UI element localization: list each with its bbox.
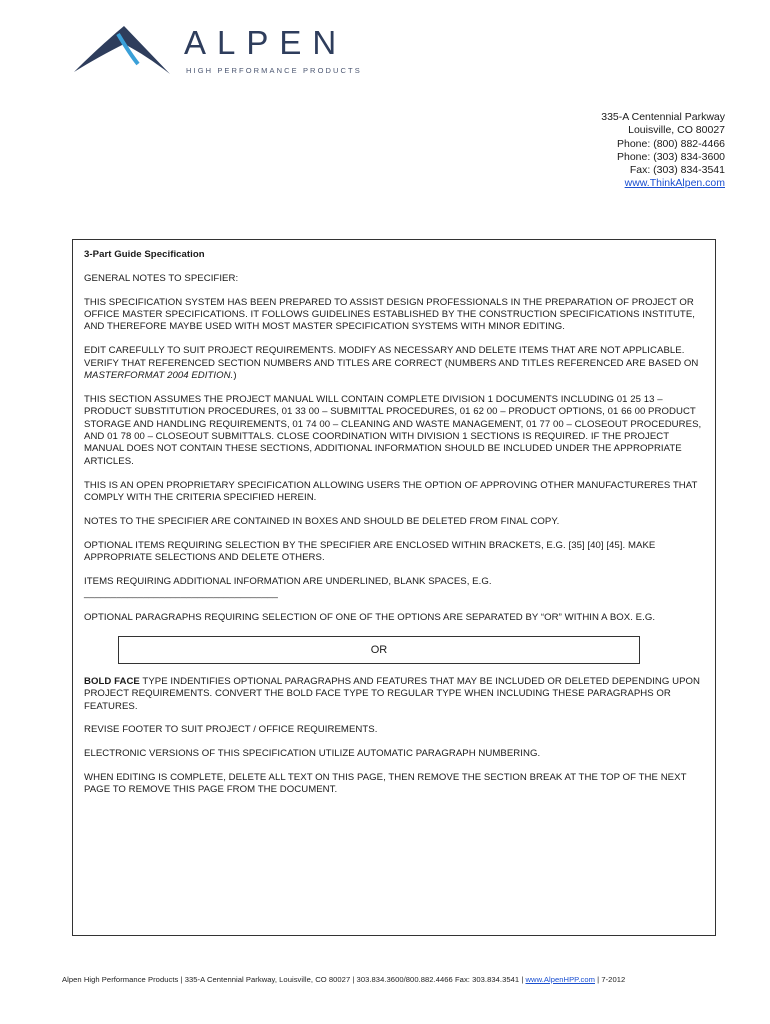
notes-paragraph: OPTIONAL PARAGRAPHS REQUIRING SELECTION OF ONE OF THE OPTIONS ARE SEPARATED BY “OR” WITHIN A BOX. E.G.: [84, 612, 656, 624]
address-phone-2: Phone: (303) 834-3600: [617, 150, 725, 163]
notes-paragraph: THIS SECTION ASSUMES THE PROJECT MANUAL WILL CONTAIN COMPLETE DIVISION 1 DOCUMENTS INCLUDING 01 25 13 – PRODUCT SUBSTITUTION PROCEDURES, 01 33 00 – SUBMITTAL PROCEDURES, 01 62 00 – PRODUCT OPTIONS, 01 66 00 PRODUCT STORAGE AND HANDLING REQUIREMENTS, 01 74 00 – CLEANING AND WASTE MANAGEMENT, 01 77 00 – CLOSEOUT PROCEDURES, AND 01 78 00 – CLOSEOUT SUBMITTALS. CLOSE COORDINATION WITH DIVISION 1 SECTIONS IS REQUIRED. IF THE PROJECT MANUAL DOES NOT CONTAIN THESE SECTIONS, ADDITIONAL INFORMATION SHOULD BE INCLUDED UNDER THE APPROPRIATE ARTICLES.: [84, 393, 702, 467]
specifier-notes-box: [72, 239, 716, 936]
notes-paragraph: ITEMS REQUIRING ADDITIONAL INFORMATION ARE UNDERLINED, BLANK SPACES, E.G. ____________________________________: [84, 575, 492, 600]
notes-paragraph: THIS SPECIFICATION SYSTEM HAS BEEN PREPARED TO ASSIST DESIGN PROFESSIONALS IN THE PREPARATION OF PROJECT OR OFFICE MASTER SPECIFICATIONS. IT FOLLOWS GUIDELINES ESTABLISHED BY THE CONSTRUCTION SPECIFICATIONS INSTITUTE, AND THEREFORE MAYBE USED WITH MOST MASTER SPECIFICATION SYSTEMS WITH MINOR EDITING.: [84, 296, 696, 333]
blank-line: ____________________________________: [84, 588, 278, 600]
alpen-logo: [72, 24, 372, 80]
website-link[interactable]: www.ThinkAlpen.com: [624, 177, 725, 190]
address-phone-1: Phone: (800) 882-4466: [617, 137, 725, 150]
mountain-logo-icon: [72, 24, 182, 80]
notes-paragraph: ELECTRONIC VERSIONS OF THIS SPECIFICATION UTILIZE AUTOMATIC PARAGRAPH NUMBERING.: [84, 748, 541, 760]
notes-paragraph: NOTES TO THE SPECIFIER ARE CONTAINED IN BOXES AND SHOULD BE DELETED FROM FINAL COPY.: [84, 515, 560, 527]
notes-title: 3-Part Guide Specification: [84, 249, 205, 260]
notes-content: [84, 249, 709, 808]
notes-paragraph: WHEN EDITING IS COMPLETE, DELETE ALL TEXT ON THIS PAGE, THEN REMOVE THE SECTION BREAK AT THE TOP OF THE NEXT PAGE TO REMOVE THIS PAGE FROM THE DOCUMENT.: [84, 772, 687, 796]
footer-link[interactable]: www.AlpenHPP.com: [525, 975, 595, 984]
notes-intro: GENERAL NOTES TO SPECIFIER:: [84, 272, 239, 284]
notes-paragraph: BOLD FACE TYPE INDENTIFIES OPTIONAL PARAGRAPHS AND FEATURES THAT MAY BE INCLUDED OR DELETED DEPENDING UPON PROJECT REQUIREMENTS. CONVERT THE BOLD FACE TYPE TO REGULAR TYPE WHEN INCLUDING THESE PARAGRAPHS OR FEATURES.: [84, 675, 701, 712]
address-fax: Fax: (303) 834-3541: [629, 164, 725, 177]
or-box: OR: [118, 636, 640, 664]
logo-tagline: HIGH PERFORMANCE PRODUCTS: [186, 66, 362, 75]
page-footer: [62, 975, 722, 984]
logo-brand: ALPEN: [184, 24, 348, 61]
address-street: 335-A Centennial Parkway: [601, 111, 725, 123]
notes-paragraph: REVISE FOOTER TO SUIT PROJECT / OFFICE REQUIREMENTS.: [84, 724, 378, 736]
notes-paragraph: OPTIONAL ITEMS REQUIRING SELECTION BY THE SPECIFIER ARE ENCLOSED WITHIN BRACKETS, E.G. [35] [40] [45]. MAKE APPROPRIATE SELECTIONS AND DELETE OTHERS.: [84, 539, 656, 564]
footer-suffix: | 7-2012: [594, 975, 626, 984]
notes-paragraph: EDIT CAREFULLY TO SUIT PROJECT REQUIREMENTS. MODIFY AS NECESSARY AND DELETE ITEMS THAT ARE NOT APPLICABLE. VERIFY THAT REFERENCED SECTION NUMBERS AND TITLES ARE CORRECT (NUMBERS AND TITLES REFERENCED ARE BASED ON MASTERFORMAT 2004 EDITION.): [84, 345, 699, 382]
footer-text: Alpen High Performance Products | 335-A Centennial Parkway, Louisville, CO 80027 | 303.834.3600/800.882.4466 Fax: 303.834.3541 |: [62, 975, 526, 984]
company-address: [601, 111, 725, 191]
notes-paragraph: THIS IS AN OPEN PROPRIETARY SPECIFICATION ALLOWING USERS THE OPTION OF APPROVING OTHER MANUFACTURERES THAT COMPLY WITH THE CRITERIA SPECIFIED HEREIN.: [84, 479, 698, 504]
address-city: Louisville, CO 80027: [628, 124, 725, 137]
